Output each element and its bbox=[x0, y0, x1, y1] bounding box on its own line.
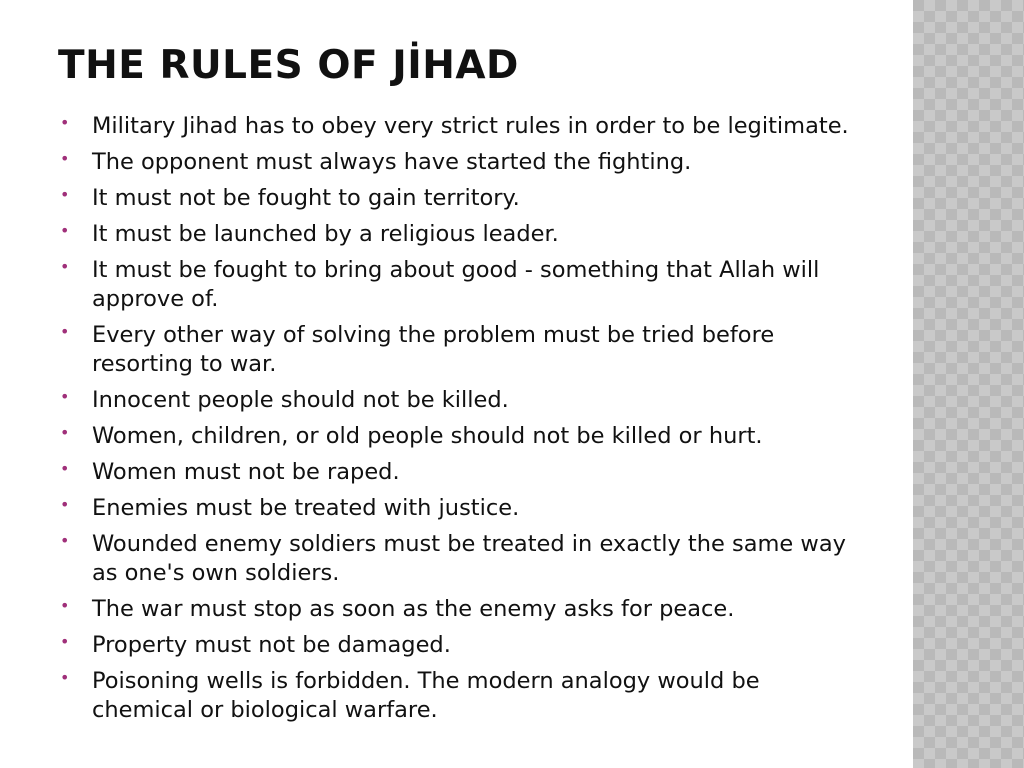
bullet-item bbox=[58, 458, 858, 487]
bullet-dot-icon: • bbox=[60, 185, 70, 204]
side-pattern-panel bbox=[913, 0, 1024, 768]
bullet-item bbox=[58, 631, 858, 660]
bullet-dot-icon: • bbox=[60, 596, 70, 615]
bullet-dot-icon: • bbox=[60, 495, 70, 514]
bullet-dot-icon: • bbox=[60, 668, 70, 687]
bullet-dot-icon: • bbox=[60, 423, 70, 442]
bullet-item bbox=[58, 321, 858, 379]
bullet-text: Women must not be raped. bbox=[92, 459, 400, 485]
bullet-text: Poisoning wells is forbidden. The modern analogy would be chemical or biological warfare. bbox=[92, 668, 760, 723]
bullet-dot-icon: • bbox=[60, 632, 70, 651]
bullet-item bbox=[58, 422, 858, 451]
bullet-text: It must be fought to bring about good - something that Allah will approve of. bbox=[92, 257, 820, 312]
bullet-text: Every other way of solving the problem must be tried before resorting to war. bbox=[92, 322, 775, 377]
bullet-item bbox=[58, 595, 858, 624]
bullet-item bbox=[58, 667, 858, 725]
bullet-text: Enemies must be treated with justice. bbox=[92, 495, 520, 521]
bullet-item bbox=[58, 184, 858, 213]
bullet-text: Property must not be damaged. bbox=[92, 632, 451, 658]
bullet-item bbox=[58, 112, 858, 141]
bullet-item bbox=[58, 220, 858, 249]
bullet-dot-icon: • bbox=[60, 221, 70, 240]
bullet-item bbox=[58, 494, 858, 523]
bullet-list bbox=[58, 112, 858, 732]
bullet-text: The war must stop as soon as the enemy asks for peace. bbox=[92, 596, 735, 622]
bullet-text: The opponent must always have started the fighting. bbox=[92, 149, 692, 175]
bullet-text: Wounded enemy soldiers must be treated in exactly the same way as one's own soldiers. bbox=[92, 531, 846, 586]
bullet-dot-icon: • bbox=[60, 531, 70, 550]
bullet-text: It must not be fought to gain territory. bbox=[92, 185, 520, 211]
bullet-item bbox=[58, 530, 858, 588]
bullet-dot-icon: • bbox=[60, 459, 70, 478]
bullet-dot-icon: • bbox=[60, 113, 70, 132]
bullet-item bbox=[58, 148, 858, 177]
bullet-text: Women, children, or old people should not be killed or hurt. bbox=[92, 423, 763, 449]
bullet-text: It must be launched by a religious leader. bbox=[92, 221, 559, 247]
slide-title: THE RULES OF JİHAD bbox=[58, 43, 519, 88]
bullet-item bbox=[58, 386, 858, 415]
bullet-text: Military Jihad has to obey very strict rules in order to be legitimate. bbox=[92, 113, 849, 139]
bullet-dot-icon: • bbox=[60, 322, 70, 341]
bullet-dot-icon: • bbox=[60, 257, 70, 276]
bullet-dot-icon: • bbox=[60, 387, 70, 406]
bullet-item bbox=[58, 256, 858, 314]
bullet-dot-icon: • bbox=[60, 149, 70, 168]
bullet-text: Innocent people should not be killed. bbox=[92, 387, 509, 413]
